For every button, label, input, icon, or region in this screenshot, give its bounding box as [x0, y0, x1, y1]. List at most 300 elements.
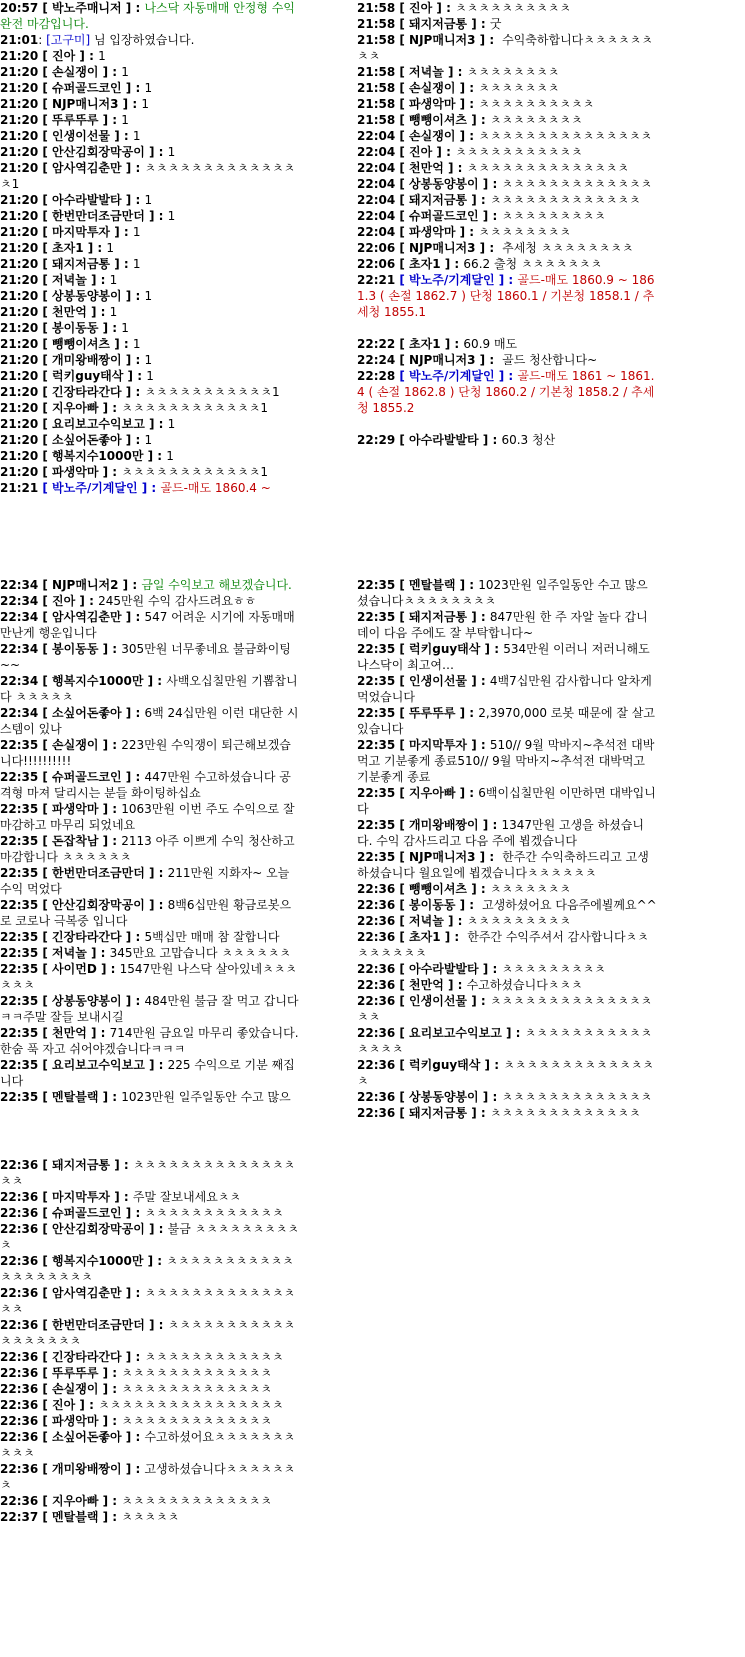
message-time: 22:35: [357, 642, 396, 656]
name-bracket-close: ] :: [86, 305, 110, 319]
name-bracket-open: [: [38, 417, 53, 431]
message-text: 수익축하합니다ㅊㅊㅊㅊㅊㅊㅊㅊ: [357, 33, 653, 63]
sender-name: 손실쟁이: [52, 738, 99, 752]
chat-message: [0, 641, 300, 673]
message-text: 245만원 수익 감사드려요ㅎㅎ: [98, 594, 257, 608]
message-time: 21:20: [0, 97, 39, 111]
name-bracket-close: ] :: [455, 81, 479, 95]
chat-message: [357, 208, 657, 224]
name-bracket-open: [: [38, 49, 53, 63]
chat-message: [357, 1105, 657, 1121]
name-bracket-close: ] :: [98, 1494, 122, 1508]
name-bracket-open: [: [395, 273, 410, 287]
chat-message: [0, 609, 300, 641]
name-bracket-open: [: [38, 305, 53, 319]
name-bracket-open: [: [38, 1058, 53, 1072]
sender-name: 마지막투자: [52, 225, 111, 239]
message-text: 1: [121, 113, 129, 127]
name-bracket-open: [: [38, 674, 53, 688]
name-bracket-close: ] :: [98, 642, 122, 656]
sender-name: 아수라발발타: [409, 962, 479, 976]
message-text: 1: [144, 353, 153, 367]
chat-message: [357, 993, 657, 1025]
message-text: 1: [109, 273, 118, 287]
sender-name: 박노주/기계달인: [409, 273, 495, 287]
sender-name: 인생이선물: [409, 994, 468, 1008]
name-bracket-open: [: [395, 193, 410, 207]
message-text: 1: [121, 321, 129, 335]
sender-name: 봉이동동: [409, 898, 456, 912]
chat-message: [357, 705, 657, 737]
message-text: ㅊㅊㅊㅊㅊㅊㅊㅊㅊㅊㅊㅊㅊㅊ1: [0, 161, 296, 191]
name-bracket-open: [: [395, 914, 410, 928]
message-time: 21:20: [0, 113, 39, 127]
name-bracket-open: [: [395, 818, 410, 832]
name-bracket-close: ] :: [110, 337, 133, 351]
message-text: ㅊㅊㅊㅊㅊㅊㅊㅊ: [489, 113, 583, 127]
message-time: 21:20: [0, 465, 39, 479]
message-text: 금일 수익보고 해보겠습니다.: [141, 578, 292, 592]
chat-message: [0, 1089, 300, 1105]
sender-name: 초자1: [409, 337, 441, 351]
sender-name: 뺑뺑이셔츠: [52, 337, 111, 351]
sender-name: 진아: [409, 145, 433, 159]
sender-name: 행복지수1000만: [52, 674, 144, 688]
name-bracket-close: ] :: [455, 786, 479, 800]
name-bracket-open: [: [395, 930, 410, 944]
message-text: 골드-매도 1861 ~ 1861.4 ( 손절 1862.8 ) 단청 1860.2 / 기본청 1858.2 / 추세청 1855.2: [357, 369, 655, 415]
name-bracket-open: [: [395, 1106, 410, 1120]
name-bracket-open: [: [38, 161, 53, 175]
sender-name: 행복지수1000만: [52, 449, 144, 463]
name-bracket-close: ] :: [455, 706, 479, 720]
message-text: 1547만원 나스닥 살아있네ㅊㅊㅊㅊㅊㅊ: [0, 962, 297, 992]
name-bracket-close: ] :: [443, 161, 467, 175]
message-text: 2113 아주 이쁘게 수익 청산하고 마감합니다 ㅊㅊㅊㅊㅊㅊ: [0, 834, 299, 864]
sender-name: 요리보고수익보고: [52, 1058, 145, 1072]
message-text: 1: [106, 241, 115, 255]
sender-name: 손실쟁이: [52, 1382, 99, 1396]
name-bracket-close: ] :: [98, 1510, 122, 1524]
message-text: ㅊㅊㅊㅊㅊㅊㅊㅊㅊㅊㅊㅊㅊㅊ: [466, 161, 629, 175]
name-bracket-open: [: [38, 433, 53, 447]
message-time: 22:35: [357, 610, 396, 624]
name-bracket-close: ] :: [143, 1254, 167, 1268]
sender-name: 봉이동동: [52, 642, 99, 656]
sender-name: 슈퍼골드코인: [52, 1206, 122, 1220]
name-bracket-open: [: [395, 1, 410, 15]
message-time: 22:04: [357, 177, 396, 191]
name-bracket-open: [: [38, 738, 53, 752]
chat-message: [357, 144, 657, 160]
message-text: ㅊㅊㅊㅊㅊㅊㅊㅊㅊㅊㅊㅊ: [144, 1350, 284, 1364]
message-time: 22:35: [0, 994, 39, 1008]
name-bracket-open: [: [38, 369, 53, 383]
name-bracket-close: ] :: [86, 273, 110, 287]
message-text: 4백7십만원 감사합니다 알차게 먹었습니다: [357, 674, 656, 704]
name-bracket-open: [: [395, 1090, 410, 1104]
name-bracket-close: ] :: [98, 65, 122, 79]
message-time: 22:34: [0, 706, 39, 720]
message-text: ㅊㅊㅊㅊㅊㅊㅊㅊㅊㅊㅊㅊㅊ: [489, 193, 641, 207]
message-time: 21:20: [0, 81, 39, 95]
chat-message: [0, 1057, 300, 1089]
name-bracket-open: [: [38, 1430, 53, 1444]
name-bracket-open: [: [395, 369, 410, 383]
name-bracket-close: ] :: [144, 417, 168, 431]
sender-name: 요리보고수익보고: [52, 417, 145, 431]
name-bracket-open: [: [395, 17, 410, 31]
name-bracket-close: ] :: [440, 930, 464, 944]
name-bracket-close: ] :: [440, 257, 464, 271]
name-bracket-open: [: [38, 129, 53, 143]
message-text: 1: [132, 257, 141, 271]
sender-name: 마지막투자: [52, 1190, 111, 1204]
message-text: 1: [167, 145, 176, 159]
name-bracket-open: [: [38, 337, 53, 351]
message-text: 굿: [489, 17, 502, 31]
message-time: 22:36: [0, 1462, 39, 1476]
message-time: 21:20: [0, 145, 39, 159]
message-time: 22:36: [0, 1350, 39, 1364]
message-time: 22:35: [357, 786, 396, 800]
message-time: 22:36: [0, 1222, 39, 1236]
name-bracket-open: [: [395, 33, 410, 47]
message-time: 21:20: [0, 353, 39, 367]
message-time: 21:01: [0, 33, 39, 47]
chat-log-panel-4: [357, 577, 659, 1120]
sender-name: 파생악마: [52, 465, 99, 479]
sender-name: 돼지저금통: [409, 193, 468, 207]
name-bracket-open: [: [38, 1414, 53, 1428]
name-bracket-open: [: [38, 1, 53, 15]
message-time: 22:36: [357, 978, 396, 992]
message-text: ㅊㅊㅊㅊㅊㅊㅊㅊㅊㅊㅊㅊ1: [121, 401, 268, 415]
name-bracket-close: ] :: [86, 1026, 110, 1040]
name-bracket-close: ] :: [467, 113, 490, 127]
sender-name: 인생이선물: [409, 674, 468, 688]
message-text: 1: [146, 369, 154, 383]
name-bracket-close: ] :: [121, 1350, 145, 1364]
name-bracket-close: ] :: [110, 1158, 133, 1172]
line-spacer: [357, 320, 657, 336]
name-bracket-open: [: [38, 449, 53, 463]
message-text: 447만원 수고하셨습니다 공격형 마져 달리시는 분들 화이팅하십쇼: [0, 770, 291, 800]
message-text: 1347만원 고생을 하셨습니다. 수익 감사드리고 다음 주에 뵙겠습니다: [357, 818, 644, 848]
message-text: 골드 청산합니다~: [498, 353, 598, 367]
name-bracket-close: ] :: [121, 81, 145, 95]
chat-message: [357, 16, 657, 32]
name-bracket-close: ] :: [478, 818, 502, 832]
chat-message: [0, 577, 300, 593]
name-bracket-open: [: [38, 289, 53, 303]
chat-message: [357, 128, 657, 144]
name-bracket-open: [: [395, 337, 410, 351]
sender-name: 뚜루뚜루: [52, 113, 99, 127]
sender-name: 초자1: [52, 241, 84, 255]
message-text: ㅊㅊㅊㅊㅊㅊㅊㅊㅊㅊㅊㅊㅊㅊㅊㅊㅊㅊㅊ: [0, 1254, 294, 1284]
chat-message: [357, 913, 657, 929]
name-bracket-close: ] :: [121, 1430, 145, 1444]
name-bracket-close: ] :: [121, 353, 145, 367]
message-text: 사백오십칠만원 기뽑찹니다 ㅊㅊㅊㅊㅊ: [0, 674, 298, 704]
message-time: 22:06: [357, 241, 396, 255]
sender-name: 소싶어돈좋아: [52, 433, 122, 447]
message-time: 22:35: [357, 738, 396, 752]
message-text: 1: [144, 433, 153, 447]
name-bracket-close: ] :: [98, 738, 122, 752]
name-bracket-open: [: [38, 465, 53, 479]
chat-message: [0, 769, 300, 801]
message-text: 한주간 수익축하드리고 고생하셨습니다 월요일에 뵙겠습니다ㅊㅊㅊㅊㅊㅊ: [357, 850, 649, 880]
message-text: ㅊㅊㅊㅊㅊㅊㅊㅊㅊㅊㅊ: [455, 145, 583, 159]
message-text: ㅊㅊㅊㅊㅊㅊㅊ: [478, 81, 560, 95]
sender-name: 암사역김춘만: [52, 610, 122, 624]
message-text: 484만원 불금 잘 먹고 갑니다ㅋㅋ주말 잘들 보내시길: [0, 994, 299, 1024]
chat-message: [0, 144, 300, 160]
sender-name: 소싶어돈좋아: [52, 1430, 122, 1444]
name-bracket-close: ] :: [98, 401, 122, 415]
name-bracket-close: ] :: [144, 866, 168, 880]
message-text: 211만원 지화자~ 오늘 수익 먹었다: [0, 866, 294, 896]
chat-message: [357, 897, 657, 913]
name-bracket-open: [: [395, 850, 410, 864]
system-message: [0, 32, 300, 48]
message-text: 225 수익으로 기분 째집니다: [0, 1058, 295, 1088]
name-bracket-close: ] :: [440, 337, 464, 351]
sender-name: 요리보고수익보고: [409, 1026, 502, 1040]
name-bracket-close: ] :: [475, 241, 499, 255]
message-time: 22:28: [357, 369, 396, 383]
name-bracket-close: ] :: [478, 962, 502, 976]
message-text: ㅊㅊㅊㅊㅊㅊㅊㅊㅊㅊㅊㅊㅊㅊㅊ: [478, 129, 653, 143]
chat-message: [0, 480, 300, 496]
chat-message: [0, 464, 300, 480]
sender-name: 안산김회장막공이: [52, 145, 145, 159]
chat-message: [0, 368, 300, 384]
sender-name: 파생악마: [409, 97, 456, 111]
system-colon: :: [38, 33, 47, 47]
name-bracket-open: [: [38, 594, 53, 608]
name-bracket-open: [: [395, 113, 410, 127]
message-text: 547 어려운 시기에 자동매매 만난게 행운입니다: [0, 610, 299, 640]
message-time: 22:34: [0, 642, 39, 656]
chat-message: [0, 1221, 300, 1253]
message-text: 714만원 금요일 마무리 좋았습니다. 한숨 푹 자고 쉬어야겠습니다ㅋㅋㅋ: [0, 1026, 303, 1056]
chat-message: [357, 609, 657, 641]
name-bracket-open: [: [38, 1398, 53, 1412]
message-text: 66.2 출청 ㅊㅊㅊㅊㅊㅊㅊ: [463, 257, 603, 271]
chat-message: [0, 336, 300, 352]
sender-name: 지우아빠: [52, 1494, 99, 1508]
sender-name: 진아: [52, 49, 76, 63]
message-time: 22:35: [0, 898, 39, 912]
chat-message: [0, 1429, 300, 1461]
name-bracket-open: [: [38, 1190, 53, 1204]
message-text: ㅊㅊㅊㅊㅊㅊㅊㅊㅊㅊㅊㅊㅊㅊㅊㅊ: [0, 1158, 296, 1188]
message-time: 22:36: [357, 898, 396, 912]
chat-message: [0, 400, 300, 416]
message-time: 22:36: [357, 1106, 396, 1120]
sender-name: 럭키guy태삭: [52, 369, 124, 383]
name-bracket-close: ] :: [501, 1026, 525, 1040]
chat-message: [0, 192, 300, 208]
message-text: ㅊㅊㅊㅊㅊㅊㅊㅊㅊㅊㅊㅊㅊ: [501, 177, 653, 191]
sender-name: 슈퍼골드코인: [409, 209, 479, 223]
sender-name: 한번만더조금만더: [52, 1318, 145, 1332]
name-bracket-open: [: [38, 81, 53, 95]
sender-name: 긴장타라간다: [52, 1350, 122, 1364]
chat-message: [0, 1397, 300, 1413]
chat-message: [0, 1285, 300, 1317]
name-bracket-close: ] :: [480, 1058, 504, 1072]
name-bracket-open: [: [395, 786, 410, 800]
name-bracket-close: ] :: [467, 994, 490, 1008]
message-time: 22:04: [357, 193, 396, 207]
chat-message: [0, 1381, 300, 1397]
message-time: 22:22: [357, 337, 396, 351]
message-text: 305만원 너무좋네요 불금화이팅~~: [0, 642, 291, 672]
sender-name: 슈퍼골드코인: [52, 81, 122, 95]
chat-message: [0, 1205, 300, 1221]
name-bracket-open: [: [38, 401, 53, 415]
chat-log-panel-2: [357, 0, 657, 510]
sender-name: 상봉동양봉이: [409, 1090, 479, 1104]
message-text: 고생하셨어요 다음주에뵐께요^^: [478, 898, 657, 912]
chat-message: [0, 1493, 300, 1509]
sender-name: 손실쟁이: [409, 129, 456, 143]
message-text: ㅊㅊㅊㅊㅊㅊㅊㅊㅊㅊㅊㅊㅊ: [121, 1414, 272, 1428]
message-text: ㅊㅊㅊㅊㅊㅊㅊㅊㅊㅊ: [478, 97, 595, 111]
chat-message: [0, 993, 300, 1025]
sender-name: 아수라발발타: [52, 193, 122, 207]
message-time: 22:36: [0, 1286, 39, 1300]
name-bracket-open: [: [395, 241, 410, 255]
message-text: 1023만원 일주일동안 수고 많으셨습니다ㅊㅊㅊㅊㅊㅊㅊㅊ: [357, 578, 648, 608]
name-bracket-open: [: [38, 353, 53, 367]
chat-message: [0, 1509, 300, 1525]
chat-message: [357, 112, 657, 128]
name-bracket-open: [: [38, 930, 53, 944]
message-text: 1: [166, 449, 174, 463]
message-time: 21:20: [0, 209, 39, 223]
message-text: ㅊㅊㅊㅊㅊㅊㅊㅊㅊㅊㅊㅊㅊ: [501, 1090, 653, 1104]
message-time: 21:20: [0, 417, 39, 431]
name-bracket-close: ] :: [143, 674, 167, 688]
sender-name: 슈퍼골드코인: [52, 770, 122, 784]
name-bracket-close: ] :: [478, 209, 502, 223]
message-time: 21:58: [357, 65, 396, 79]
name-bracket-close: ] :: [475, 850, 499, 864]
name-bracket-close: ] :: [467, 17, 490, 31]
chat-message: [0, 1413, 300, 1429]
name-bracket-close: ] :: [144, 1318, 168, 1332]
name-bracket-close: ] :: [144, 145, 168, 159]
name-bracket-close: ] :: [98, 1090, 122, 1104]
chat-message: [0, 1157, 300, 1189]
message-text: 1: [109, 305, 118, 319]
message-text: 수고하셨어요ㅊㅊㅊㅊㅊㅊㅊㅊㅊㅊ: [0, 1430, 296, 1460]
message-time: 22:04: [357, 225, 396, 239]
message-time: 22:36: [0, 1414, 39, 1428]
name-bracket-open: [: [38, 962, 53, 976]
message-time: 21:58: [357, 33, 396, 47]
chat-message: [0, 801, 300, 833]
message-time: 21:20: [0, 129, 39, 143]
name-bracket-open: [: [395, 962, 410, 976]
chat-message: [0, 96, 300, 112]
message-time: 22:21: [357, 273, 396, 287]
chat-message: [357, 961, 657, 977]
name-bracket-open: [: [38, 1382, 53, 1396]
sender-name: NJP매니저3: [409, 850, 476, 864]
message-time: 20:57: [0, 1, 39, 15]
name-bracket-close: ] :: [121, 1286, 145, 1300]
name-bracket-close: ] :: [98, 113, 122, 127]
name-bracket-open: [: [395, 674, 410, 688]
chat-message: [0, 961, 300, 993]
name-bracket-open: [: [395, 1058, 410, 1072]
chat-message: [0, 593, 300, 609]
message-text: ㅊㅊㅊㅊㅊㅊㅊㅊㅊ: [501, 209, 606, 223]
name-bracket-close: ] :: [121, 770, 145, 784]
name-bracket-open: [: [38, 1494, 53, 1508]
name-bracket-close: ] :: [432, 145, 456, 159]
chat-message: [357, 849, 657, 881]
sender-name: 초자1: [409, 257, 441, 271]
message-time: 21:20: [0, 273, 39, 287]
sender-name: 안산김회장막공이: [52, 1222, 145, 1236]
name-bracket-close: ] :: [494, 369, 518, 383]
sender-name: 마지막투자: [409, 738, 468, 752]
sender-name: 지우아빠: [52, 401, 99, 415]
sender-name: 저녁놀: [52, 273, 87, 287]
name-bracket-close: ] :: [118, 97, 142, 111]
chat-message: [357, 64, 657, 80]
sender-name: NJP매니저2: [52, 578, 119, 592]
name-bracket-close: ] :: [98, 465, 122, 479]
sender-name: 안산김회장막공이: [52, 898, 145, 912]
chat-message: [0, 929, 300, 945]
message-time: 22:36: [0, 1494, 39, 1508]
name-bracket-open: [: [38, 241, 53, 255]
message-text: 1: [121, 65, 129, 79]
name-bracket-close: ] :: [467, 738, 490, 752]
sender-name: 파생악마: [409, 225, 456, 239]
sender-name: 상봉동양봉이: [52, 289, 122, 303]
sender-name: 아수라발발타: [409, 433, 479, 447]
name-bracket-open: [: [38, 1222, 53, 1236]
chat-message: [357, 432, 657, 448]
chat-message: [0, 1461, 300, 1493]
message-time: 22:36: [357, 1026, 396, 1040]
message-time: 22:04: [357, 129, 396, 143]
sender-name: 박노주매니저: [52, 1, 122, 15]
name-bracket-open: [: [38, 1510, 53, 1524]
name-bracket-open: [: [38, 481, 53, 495]
message-text: 불금 ㅊㅊㅊㅊㅊㅊㅊㅊㅊㅊ: [0, 1222, 299, 1252]
name-bracket-open: [: [395, 994, 410, 1008]
message-time: 21:20: [0, 225, 39, 239]
chat-message: [0, 1317, 300, 1349]
name-bracket-close: ] :: [98, 834, 122, 848]
sender-name: 뚜루뚜루: [52, 1366, 99, 1380]
name-bracket-open: [: [38, 802, 53, 816]
sender-name: 파생악마: [52, 1414, 99, 1428]
message-text: ㅊㅊㅊㅊㅊㅊㅊㅊㅊㅊㅊㅊㅊㅊㅊㅊ: [98, 1398, 284, 1412]
chat-message: [357, 977, 657, 993]
message-text: 345만요 고맙습니다 ㅊㅊㅊㅊㅊㅊ: [109, 946, 291, 960]
